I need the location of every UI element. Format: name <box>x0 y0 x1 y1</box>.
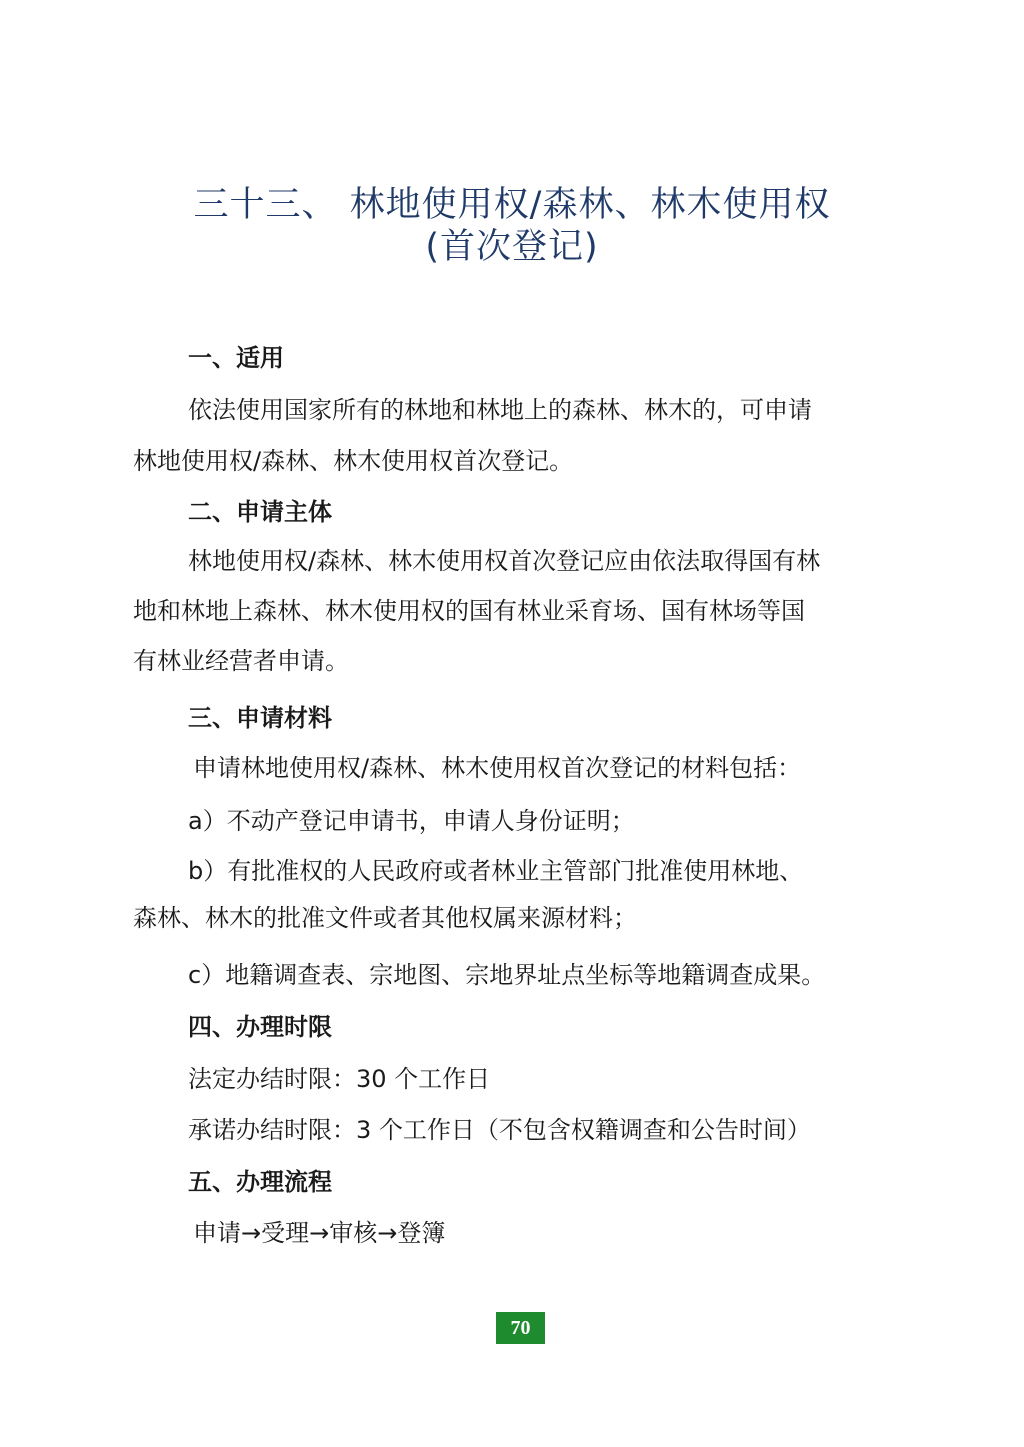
section-materials-item-b-line1: b）有批准权的人民政府或者林业主管部门批准使用林地、 <box>188 857 804 885</box>
page-title-line2: (首次登记) <box>425 227 599 267</box>
page-number-badge: 70 <box>496 1312 545 1344</box>
section-time-limit-statutory: 法定办结时限：30 个工作日 <box>188 1065 491 1093</box>
section-scope-heading: 一、适用 <box>188 344 284 372</box>
section-time-limit-heading: 四、办理时限 <box>188 1013 332 1041</box>
section-materials-item-c: c）地籍调查表、宗地图、宗地界址点坐标等地籍调查成果。 <box>188 961 826 989</box>
section-scope-text-line1: 依法使用国家所有的林地和林地上的森林、林木的，可申请 <box>188 396 812 424</box>
section-materials-intro: 申请林地使用权/森林、林木使用权首次登记的材料包括： <box>193 754 802 782</box>
section-applicant-text-line3: 有林业经营者申请。 <box>133 647 349 675</box>
section-process-heading: 五、办理流程 <box>188 1168 332 1196</box>
section-materials-heading: 三、申请材料 <box>188 704 332 732</box>
section-process-flow: 申请→受理→审核→登簿 <box>193 1219 446 1247</box>
page-title-line1: 三十三、 林地使用权/森林、林木使用权 <box>193 185 831 225</box>
section-materials-item-b-line2: 森林、林木的批准文件或者其他权属来源材料； <box>133 904 637 932</box>
section-materials-item-a: a）不动产登记申请书，申请人身份证明； <box>188 807 635 835</box>
section-time-limit-promised: 承诺办结时限：3 个工作日（不包含权籍调查和公告时间） <box>188 1116 811 1144</box>
section-applicant-text-line1: 林地使用权/森林、林木使用权首次登记应由依法取得国有林 <box>188 547 821 575</box>
section-scope-text-line2: 林地使用权/森林、林木使用权首次登记。 <box>133 447 574 475</box>
section-applicant-text-line2: 地和林地上森林、林木使用权的国有林业采育场、国有林场等国 <box>133 597 805 625</box>
section-applicant-heading: 二、申请主体 <box>188 498 332 526</box>
